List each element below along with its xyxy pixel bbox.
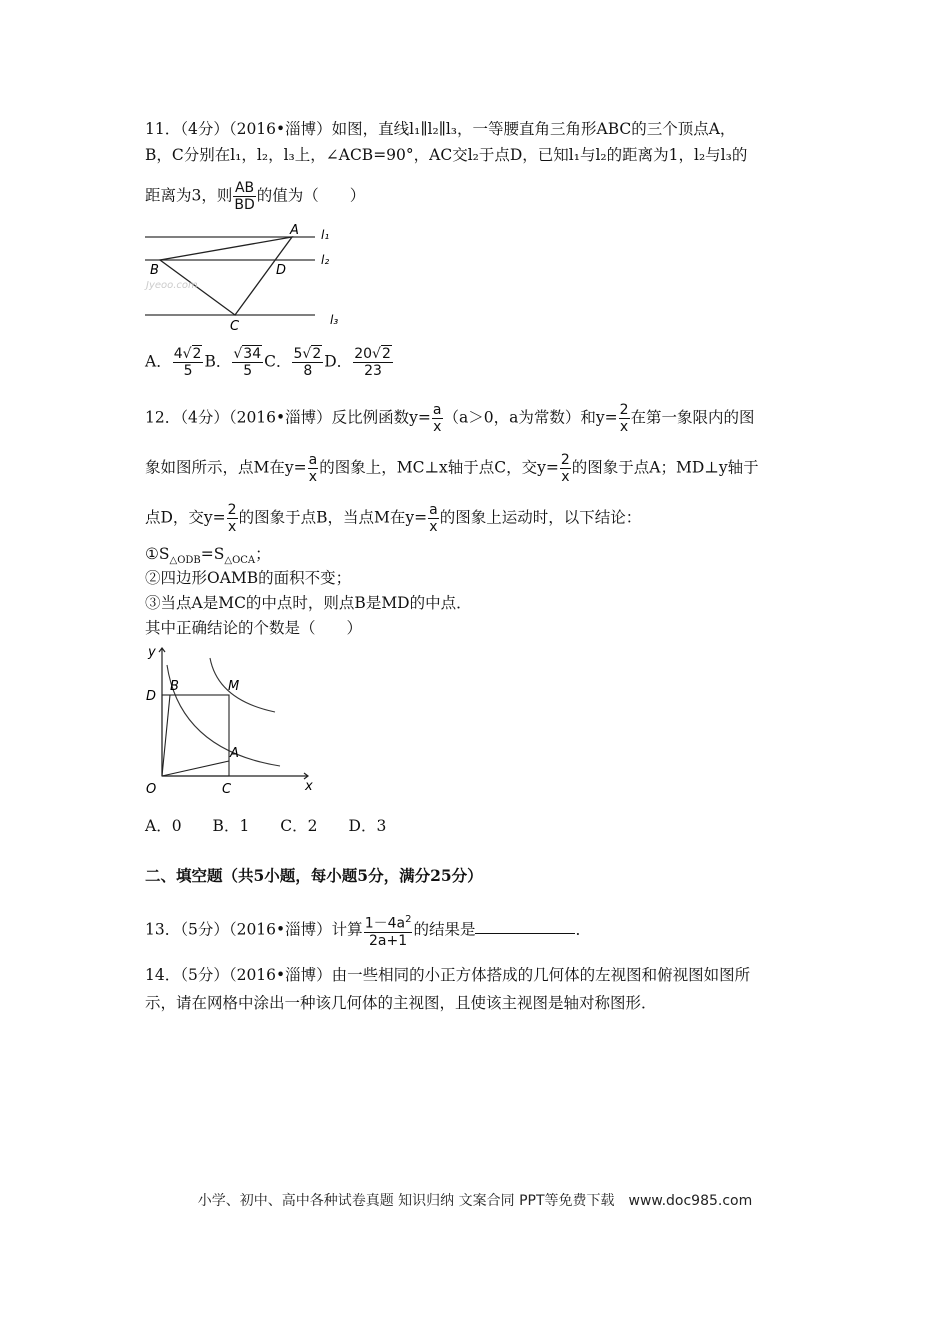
label-o: O xyxy=(146,782,157,797)
option-a-letter: A． xyxy=(145,352,172,371)
exponent: 2 xyxy=(405,914,412,925)
label-d: D xyxy=(276,263,287,278)
option-d-den: 23 xyxy=(364,363,382,379)
answer-blank[interactable] xyxy=(475,919,575,934)
option-d-value: $\frac{20√2}{23}$ xyxy=(354,346,391,379)
q12-text: （a＞0，a为常数）和y= xyxy=(443,408,618,427)
watermark: Jyeoo.com xyxy=(146,280,198,291)
section-2-heading: 二、填空题（共5小题，每小题5分，满分25分） xyxy=(145,866,483,885)
option-a-radicand: 2 xyxy=(192,346,202,362)
statement-text: =S xyxy=(200,545,225,563)
fraction-denominator: x xyxy=(433,419,442,435)
curve-y-2-over-x xyxy=(167,665,280,766)
q12-text: 象如图所示，点M在y= xyxy=(145,458,307,477)
statement-text: ①S xyxy=(145,545,170,563)
label-d: D xyxy=(146,689,157,704)
q12-options: A．0 B．1 C．2 D．3 xyxy=(145,817,387,835)
segment-oa xyxy=(162,761,229,776)
q11-line-2: B，C分别在l₁，l₂，l₃上，∠ACB=90°，AC交l₂于点D，已知l₁与l₂的距离为1，l₂与l₃的 xyxy=(145,146,748,164)
option-b-den: 5 xyxy=(243,363,253,379)
q12-text: 在第一象限内的图 xyxy=(630,408,755,427)
label-l2: l₂ xyxy=(321,253,330,267)
q12-figure xyxy=(140,640,320,800)
q12-statement-3: ③当点A是MC的中点时，则点B是MD的中点． xyxy=(145,594,472,612)
option-c-letter: C． xyxy=(264,352,292,371)
fraction-denominator: x xyxy=(429,519,438,535)
statement-text: ； xyxy=(255,545,271,563)
q12-line-1 xyxy=(145,402,755,435)
option-c-value: $\frac{5√2}{8}$ xyxy=(293,346,322,379)
rectangle-odmc xyxy=(162,695,229,776)
q12-line-3 xyxy=(145,502,641,535)
q13-text: 13．（5分）（2016•淄博）计算 xyxy=(145,920,363,939)
triangle-oca-subscript: △OCA xyxy=(224,555,256,567)
option-a-coef: 4 xyxy=(173,346,183,362)
q12-line-2 xyxy=(145,452,759,485)
fraction-numerator: a xyxy=(432,402,442,418)
a-over-x-fraction xyxy=(428,502,439,535)
option-d-letter: D． xyxy=(324,352,353,371)
fraction-denominator: x xyxy=(561,469,570,485)
q14-line-1: 14．（5分）（2016•淄博）由一些相同的小正方体搭成的几何体的左视图和俯视图如图所 xyxy=(145,966,751,984)
fraction-numerator: a xyxy=(308,452,318,468)
label-b: B xyxy=(170,679,179,694)
q11-options xyxy=(145,346,394,379)
label-c: C xyxy=(230,319,240,334)
label-c: C xyxy=(222,782,232,797)
label-y: y xyxy=(148,645,156,660)
q12-text: 的图象于点B，当点M在y= xyxy=(238,508,428,527)
option-c-den: 8 xyxy=(303,363,313,379)
label-a: A xyxy=(230,746,239,761)
curve-y-a-over-x xyxy=(210,658,275,712)
triangle-abc xyxy=(160,237,292,315)
page-footer: 小学、初中、高中各种试卷真题 知识归纳 文案合同 PPT等免费下载 www.doc985.com xyxy=(197,1193,753,1209)
fraction-denominator: x xyxy=(227,519,237,535)
fraction-denominator: x xyxy=(619,419,629,435)
option-d-coef: 20 xyxy=(354,346,373,362)
option-d-radicand: 2 xyxy=(381,346,391,362)
a-over-x-fraction xyxy=(308,452,319,485)
q11-figure xyxy=(140,220,360,335)
q13-text: 的结果是 xyxy=(413,920,476,939)
q12-text: 的图象于点A；MD⊥y轴于 xyxy=(571,458,759,477)
q12-text: 点D，交y= xyxy=(145,508,226,527)
q12-text: 的图象上运动时，以下结论： xyxy=(439,508,642,527)
q11-line-3-text: 距离为3，则 xyxy=(145,186,233,205)
fraction-denominator: BD xyxy=(234,197,255,213)
q13-fraction xyxy=(364,912,413,949)
label-m: M xyxy=(228,679,240,694)
label-l1: l₁ xyxy=(321,228,330,242)
q11-line-1: 11．（4分）（2016•淄博）如图，直线l₁∥l₂∥l₃，一等腰直角三角形ABC的三个顶点A， xyxy=(145,120,736,138)
q11-line-3 xyxy=(145,180,365,213)
option-b-value: $\frac{√34}{5}$ xyxy=(233,346,262,379)
2-over-x-fraction xyxy=(619,402,630,435)
label-a: A xyxy=(290,223,299,238)
option-b-letter: B． xyxy=(204,352,232,371)
q12-statement-2: ②四边形OAMB的面积不变； xyxy=(145,569,352,587)
q11-line-3-tail: 的值为（ ） xyxy=(256,186,366,205)
ab-over-bd-fraction xyxy=(233,180,255,213)
fraction-numerator: 2 xyxy=(227,502,237,518)
2-over-x-fraction xyxy=(227,502,238,535)
q13-text: ． xyxy=(575,920,591,939)
fraction-denominator: 2a+1 xyxy=(369,932,408,949)
fraction-numerator: 1－4a xyxy=(364,915,406,932)
q12-text: 的图象上，MC⊥x轴于点C，交y= xyxy=(319,458,559,477)
q13-line xyxy=(145,912,591,949)
option-c-radicand: 2 xyxy=(312,346,322,362)
q12-text: 12．（4分）（2016•淄博）反比例函数y= xyxy=(145,408,431,427)
option-b-radicand: 34 xyxy=(243,346,262,362)
label-x: x xyxy=(305,779,313,794)
segment-ob xyxy=(162,695,170,776)
option-a-value: $\frac{4√2}{5}$ xyxy=(173,346,202,379)
label-b: B xyxy=(150,263,159,278)
fraction-numerator: AB xyxy=(234,180,255,196)
fraction-numerator: 2 xyxy=(619,402,629,418)
fraction-numerator: a xyxy=(429,502,438,518)
q12-question: 其中正确结论的个数是（ ） xyxy=(145,619,363,637)
fraction-denominator: x xyxy=(308,469,318,485)
option-a-den: 5 xyxy=(183,363,193,379)
a-over-x-fraction xyxy=(432,402,443,435)
2-over-x-fraction xyxy=(560,452,571,485)
triangle-odb-subscript: △ODB xyxy=(169,555,201,567)
fraction-numerator: 2 xyxy=(560,452,570,468)
option-c-coef: 5 xyxy=(293,346,303,362)
label-l3: l₃ xyxy=(330,313,339,327)
q14-line-2: 示，请在网格中涂出一种该几何体的主视图，且使该主视图是轴对称图形． xyxy=(145,994,657,1012)
